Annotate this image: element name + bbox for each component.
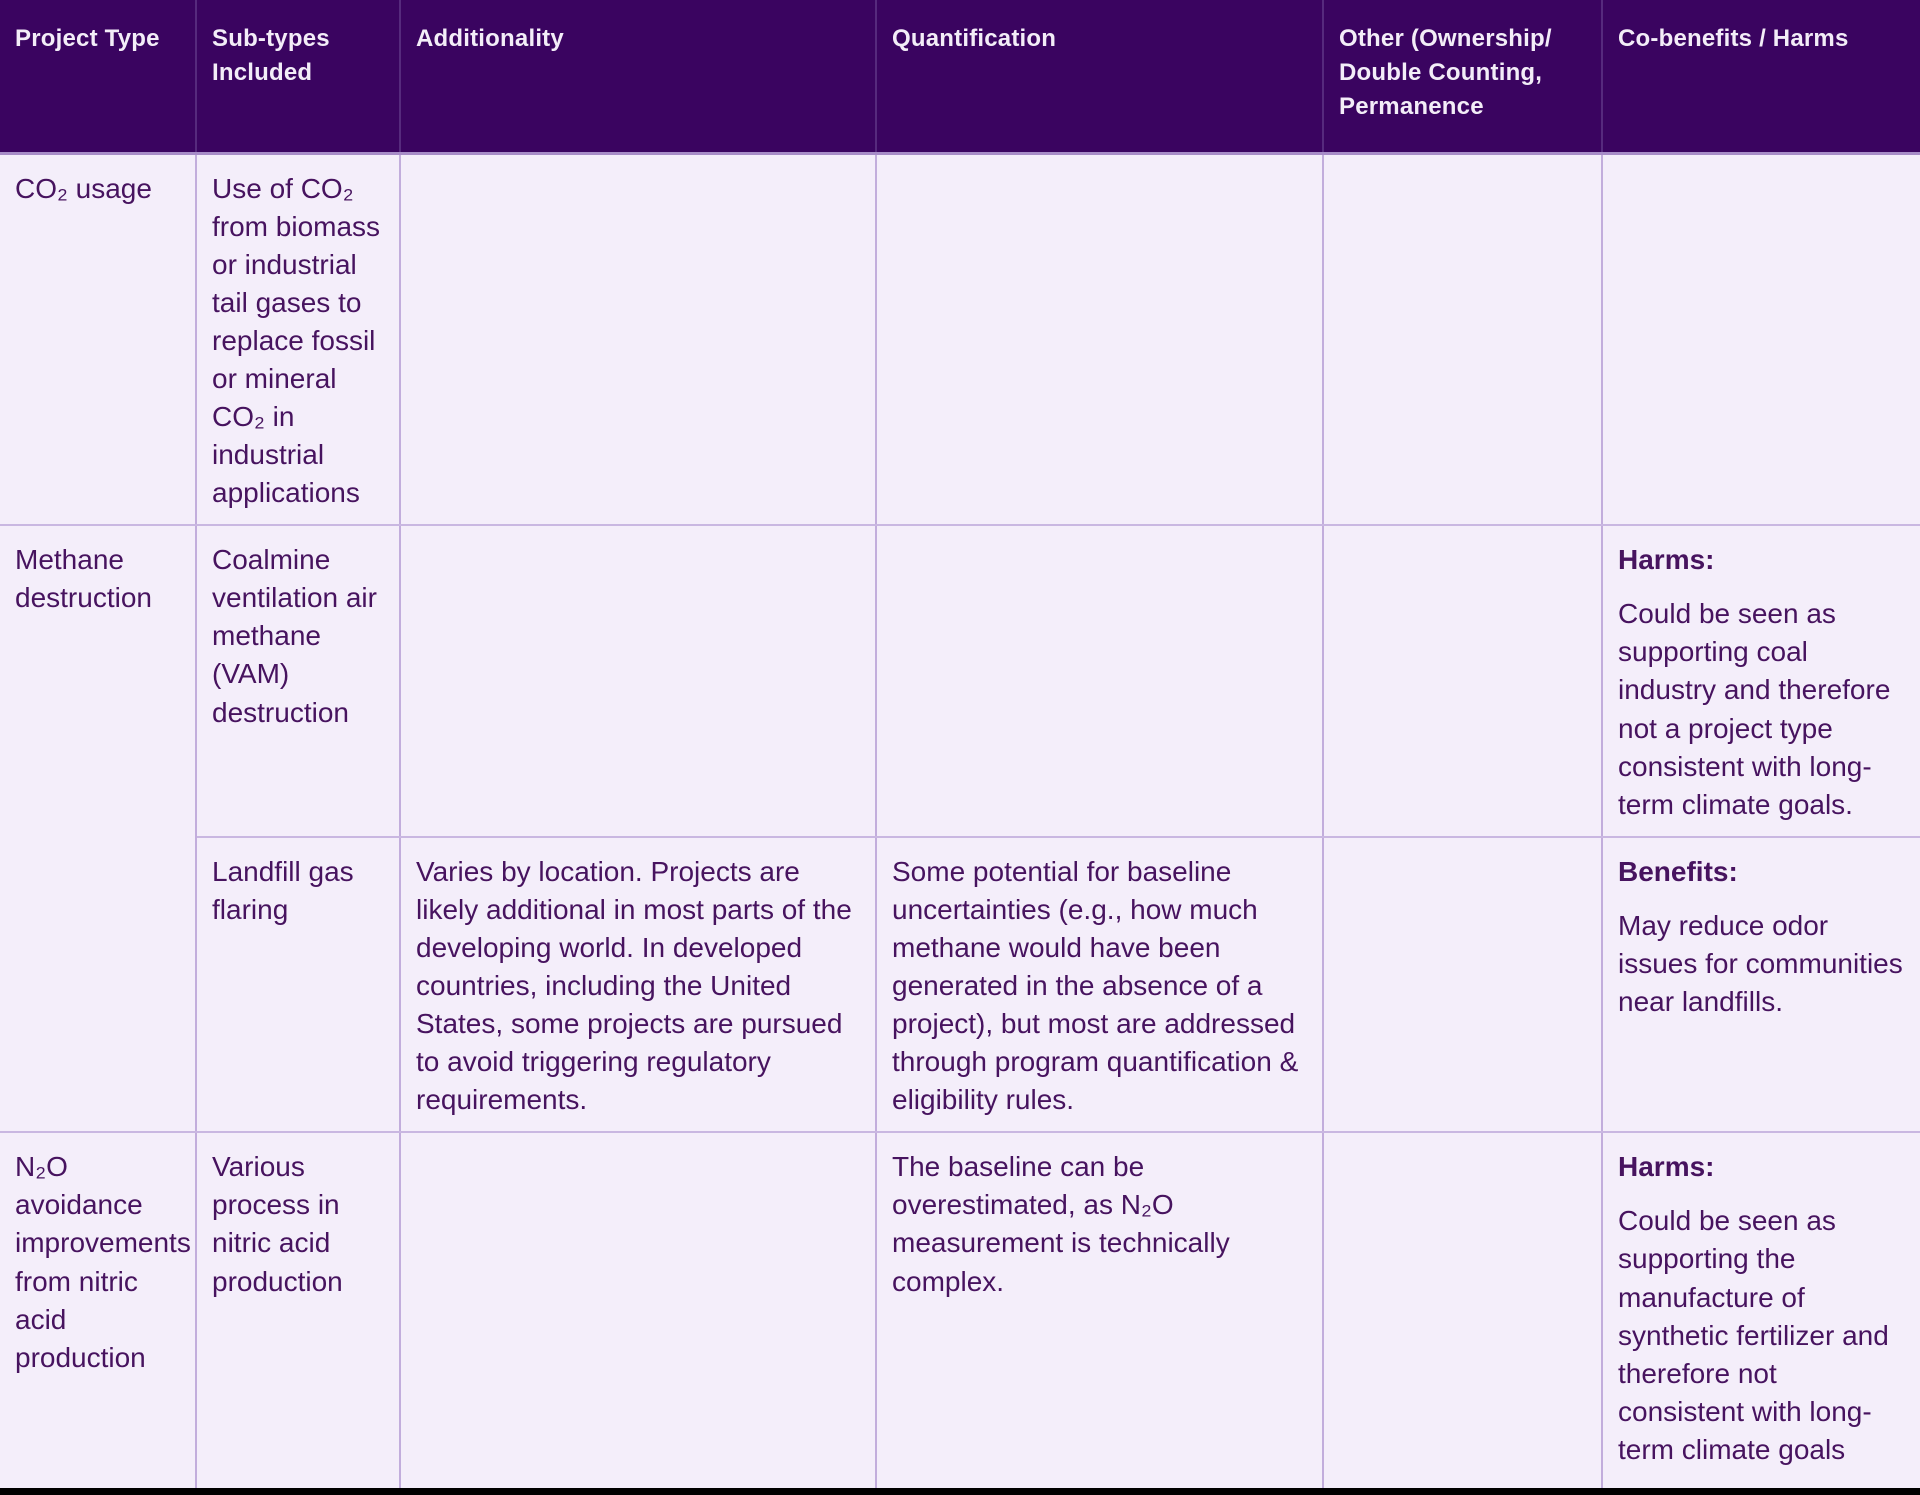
cell-other	[1323, 1132, 1602, 1488]
header-row	[0, 0, 1920, 153]
cell-project: N₂O avoidance improvements from nitric acid production	[0, 1132, 196, 1488]
cell-co-benefits	[1602, 153, 1920, 525]
cell-quantification	[876, 153, 1323, 525]
header-project-type: Project Type	[0, 0, 196, 153]
cell-co-benefits	[1602, 1132, 1920, 1488]
header-sub-types: Sub-types Included	[196, 0, 400, 153]
cell-other	[1323, 525, 1602, 837]
cell-project: CO₂ usage	[0, 153, 196, 525]
co-benefit-text: Could be seen as supporting coal industry and therefore not a project type consistent with long-term climate goals.	[1618, 598, 1891, 820]
cell-other	[1323, 153, 1602, 525]
co-benefit-label: Harms:	[1618, 1151, 1715, 1183]
header-quantification: Quantification	[876, 0, 1323, 153]
cell-quantification: Some potential for baseline uncertainties (e.g., how much methane would have been generated in the absence of a project), but most are addressed through program quantification & eligibility rules.	[876, 837, 1323, 1133]
cell-additionality	[400, 525, 876, 837]
bottom-bar	[0, 1488, 1920, 1495]
co-benefit-label: Benefits:	[1618, 855, 1738, 887]
cell-quantification	[876, 525, 1323, 837]
co-benefit-text: Could be seen as supporting the manufacture of synthetic fertilizer and therefore not consistent with long-term climate goals	[1618, 1205, 1889, 1465]
cell-quantification: The baseline can be overestimated, as N₂O measurement is technically complex.	[876, 1132, 1323, 1488]
header-other: Other (Ownership/ Double Counting, Permanence	[1323, 0, 1602, 153]
table-header	[0, 0, 1920, 153]
cell-additionality	[400, 153, 876, 525]
cell-additionality	[400, 1132, 876, 1488]
cell-co-benefits	[1602, 837, 1920, 1133]
cell-project: Methane destruction	[0, 525, 196, 1132]
cell-subtypes: Various process in nitric acid production	[196, 1132, 400, 1488]
table-row-co2-usage	[0, 153, 1920, 525]
cell-co-benefits	[1602, 525, 1920, 837]
header-co-benefits: Co-benefits / Harms	[1602, 0, 1920, 153]
header-additionality: Additionality	[400, 0, 876, 153]
co-benefit-label: Harms:	[1618, 544, 1715, 576]
cell-subtypes: Coalmine ventilation air methane (VAM) destruction	[196, 525, 400, 837]
table-row-n2o-avoidance	[0, 1132, 1920, 1488]
cell-subtypes: Landfill gas flaring	[196, 837, 400, 1133]
table-row-landfill-gas	[0, 837, 1920, 1133]
table-row-methane-vam	[0, 525, 1920, 837]
cell-subtypes: Use of CO₂ from biomass or industrial tail gases to replace fossil or mineral CO₂ in industrial applications	[196, 153, 400, 525]
co-benefit-text: May reduce odor issues for communities near landfills.	[1618, 909, 1903, 1017]
cell-other	[1323, 837, 1602, 1133]
table-body	[0, 153, 1920, 1488]
cell-additionality: Varies by location. Projects are likely additional in most parts of the developing world. In developed countries, including the United States, some projects are pursued to avoid triggering regulatory requirements.	[400, 837, 876, 1133]
